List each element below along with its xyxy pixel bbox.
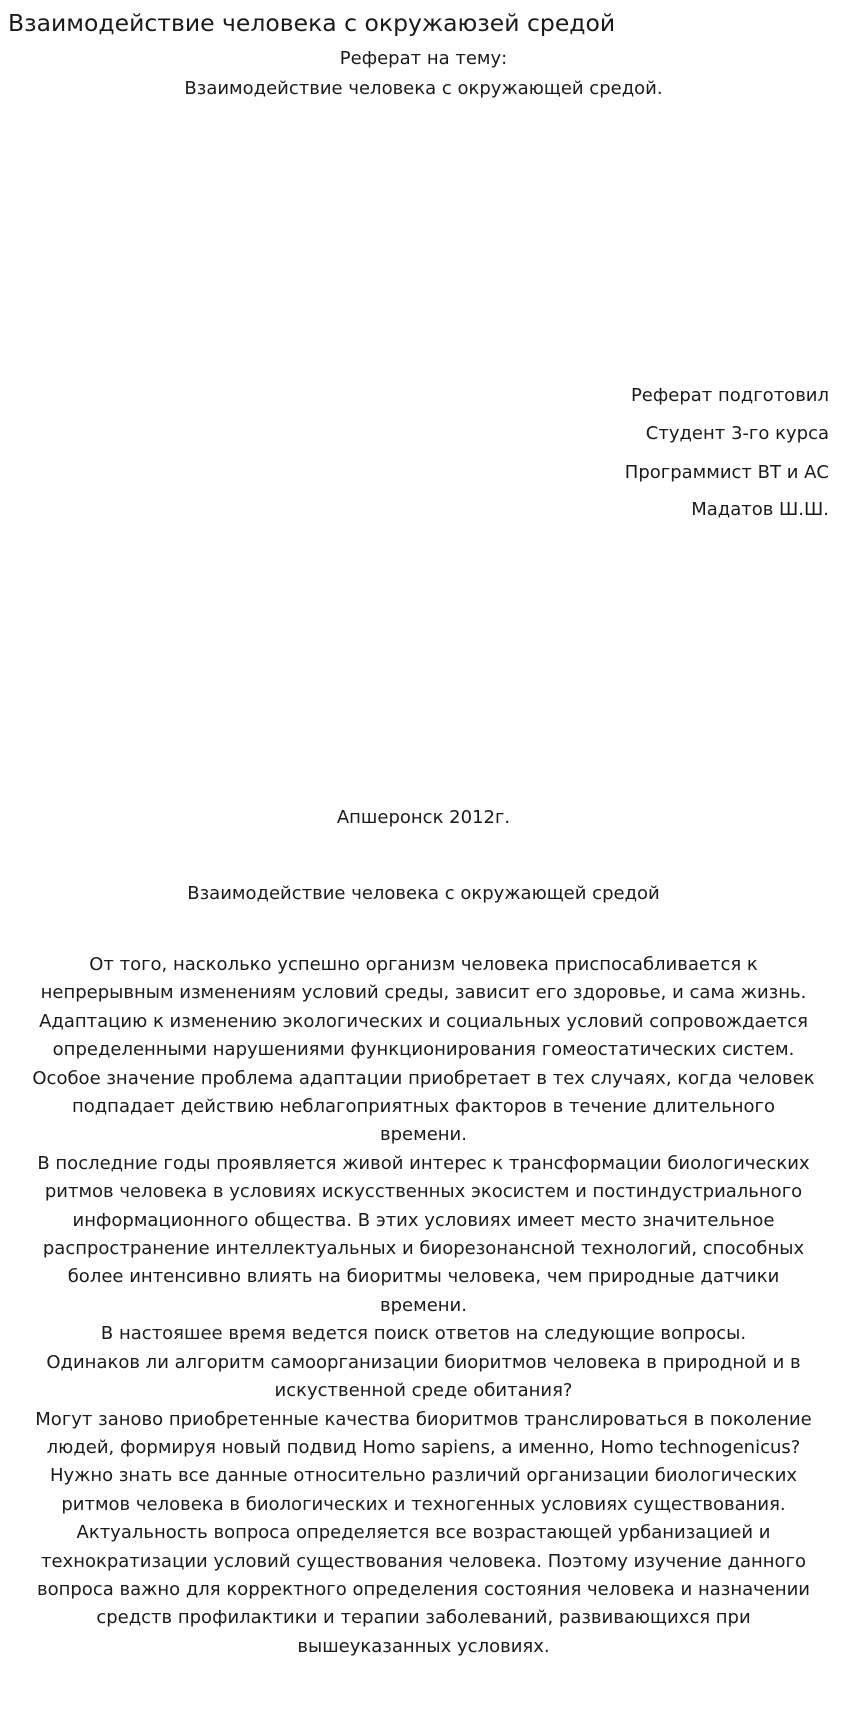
topic-title: Взаимодействие человека с окружающей средой. bbox=[184, 78, 663, 99]
body-line: средств профилактики и терапии заболеваний, развивающихся при bbox=[96, 1607, 751, 1629]
section-heading: Взаимодействие человека с окружающей средой bbox=[187, 883, 660, 904]
body-line: ритмов человека в условиях искусственных экосистем и постиндустриального bbox=[44, 1181, 803, 1203]
body-line: времени. bbox=[380, 1294, 467, 1316]
body-line: информационного общества. В этих условиях имеет место значительное bbox=[72, 1209, 775, 1231]
body-line: В настояшее время ведется поиск ответов на следующие вопросы. bbox=[100, 1323, 747, 1345]
body-line: ритмов человека в биологических и техногенных условиях существования. bbox=[61, 1493, 786, 1515]
body-line: В последние годы проявляется живой интерес к трансформации биологических bbox=[37, 1152, 810, 1174]
body-line: искуственной среде обитания? bbox=[274, 1380, 573, 1402]
body-line: Особое значение проблема адаптации приобретает в тех случаях, когда человек bbox=[32, 1067, 815, 1089]
author-student: Студент 3-го курса bbox=[645, 423, 829, 444]
body-line: Могут заново приобретенные качества биоритмов транслироваться в поколение bbox=[35, 1408, 812, 1430]
author-name: Мадатов Ш.Ш. bbox=[691, 499, 829, 520]
author-specialty: Программист ВТ и АС bbox=[624, 462, 829, 483]
body-line: людей, формируя новый подвид Homo sapiens, а именно, Homo technogenicus? bbox=[46, 1436, 801, 1458]
body-line: От того, насколько успешно организм человека приспосабливается к bbox=[89, 954, 758, 975]
body-line: Актуальность вопроса определяется все возрастающей урбанизацией и bbox=[76, 1522, 771, 1544]
body-line: более интенсивно влиять на биоритмы человека, чем природные датчики bbox=[67, 1266, 780, 1288]
body-line: вопроса важно для корректного определения состояния человека и назначении bbox=[36, 1578, 810, 1600]
body-line: подпадает действию неблагоприятных факторов в течение длительного bbox=[71, 1096, 776, 1118]
author-prepared-by: Реферат подготовил bbox=[630, 385, 829, 406]
body-line: времени. bbox=[380, 1124, 467, 1146]
body-text bbox=[6, 951, 841, 1661]
page-title: Взаимодействие человека с окружаюзей средой bbox=[8, 9, 616, 37]
body-line: технократизации условий существования человека. Поэтому изучение данного bbox=[40, 1550, 807, 1572]
body-line: определенными нарушениями функционирования гомеостатических систем. bbox=[52, 1039, 795, 1061]
body-line: Нужно знать все данные относительно различий организации биологических bbox=[49, 1465, 798, 1487]
body-line: Адаптацию к изменению экологических и социальных условий сопровождается bbox=[39, 1010, 808, 1032]
body-line: непрерывным изменениям условий среды, зависит его здоровье, и сама жизнь. bbox=[40, 982, 807, 1004]
place-year: Апшеронск 2012г. bbox=[336, 807, 511, 828]
topic-label: Реферат на тему: bbox=[339, 48, 508, 69]
body-line: вышеуказанных условиях. bbox=[297, 1635, 550, 1657]
body-line: Одинаков ли алгоритм самоорганизации биоритмов человека в природной и в bbox=[46, 1351, 801, 1373]
body-line: распространение интеллектуальных и биорезонансной технологий, способных bbox=[42, 1238, 805, 1260]
